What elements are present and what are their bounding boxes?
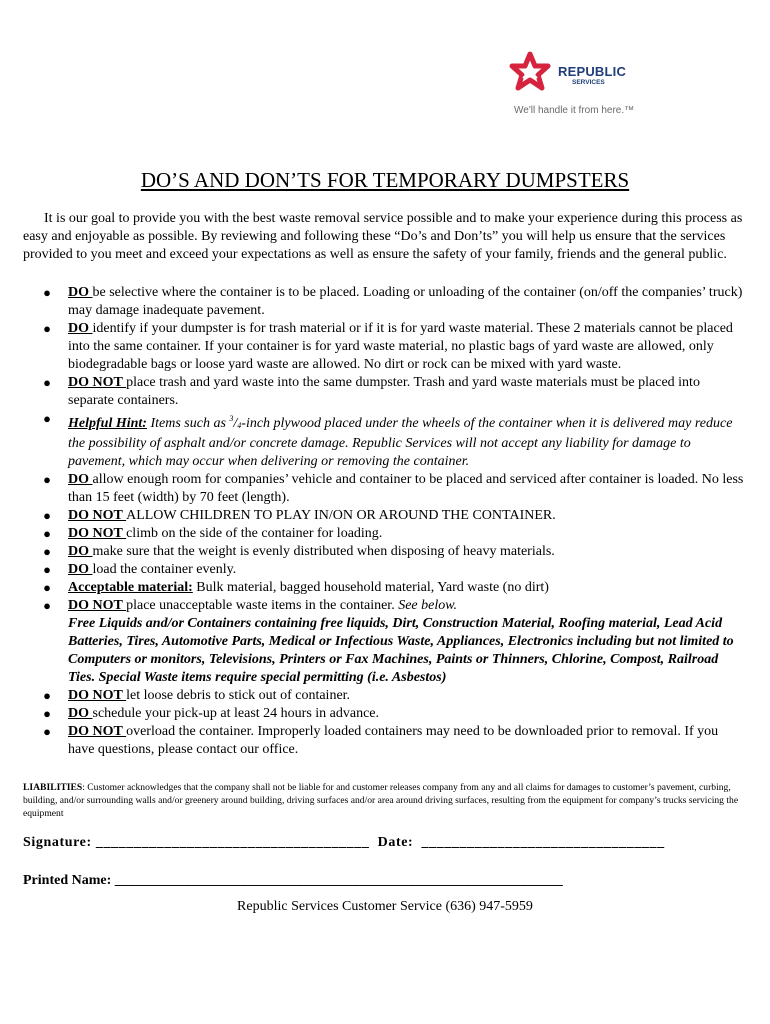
list-item (40, 543, 748, 561)
list-item (40, 525, 748, 543)
unacceptable-materials: Free Liquids and/or Containers containing free liquids, Dirt, Construction Material, Roofing material, Lead Acid Batteries, Tires, Automotive Parts, Medical or Infectious Waste, Appliances, Electronics including but not limited to Computers or monitors, Televisions, Printers or Fax Machines, Paints or Thinners, Chlorine, Compost, Railroad Ties. Special Waste items require special permitting (i.e. Asbestos) (68, 616, 734, 685)
bullet-icon: ● (43, 598, 51, 613)
item-lead: DO NOT (68, 375, 127, 390)
printed-name-label: Printed Name: (23, 873, 115, 888)
item-text: make sure that the weight is evenly distributed when disposing of heavy materials. (92, 544, 555, 559)
item-text: Bulk material, bagged household material, Yard waste (no dirt) (192, 580, 549, 595)
printed-name-row (23, 873, 563, 889)
bullet-icon: ● (43, 688, 51, 703)
item-text: ALLOW CHILDREN TO PLAY IN/ON OR AROUND THE CONTAINER. (126, 508, 556, 523)
item-lead: DO NOT (68, 598, 127, 613)
list-item (40, 374, 748, 410)
customer-service-footer: Republic Services Customer Service (636) 947-5959 (237, 899, 533, 914)
liabilities-clause (23, 781, 747, 820)
fraction-numerator: 3 (229, 414, 234, 423)
bullet-icon: ● (43, 411, 51, 426)
fraction-denominator: 4 (237, 421, 242, 430)
republic-star-icon (508, 50, 552, 94)
date-label: Date: (369, 835, 422, 850)
dos-donts-list (40, 284, 748, 759)
logo-name: REPUBLIC (558, 64, 627, 79)
item-lead: DO (68, 544, 93, 559)
item-text: load the container evenly. (92, 562, 237, 577)
item-lead: DO (68, 706, 93, 721)
bullet-icon: ● (43, 562, 51, 577)
item-lead: DO (68, 321, 93, 336)
item-text: let loose debris to stick out of container. (126, 688, 351, 703)
item-text: overload the container. Improperly loaded containers may need to be downloaded prior to removal. If you have questions, please contact our office. (68, 724, 719, 757)
item-lead: DO NOT (68, 508, 127, 523)
printed-name-field[interactable]: ________________________________________________________________ (114, 873, 563, 888)
list-item (40, 561, 748, 579)
item-lead: Acceptable material: (68, 580, 193, 595)
page-title: DO’S AND DON’TS FOR TEMPORARY DUMPSTERS (140, 168, 630, 192)
signature-label: Signature: (23, 835, 96, 850)
signature-field[interactable]: ____________________________________ (95, 835, 370, 850)
item-lead: DO (68, 562, 93, 577)
bullet-icon: ● (43, 526, 51, 541)
bullet-icon: ● (43, 285, 51, 300)
item-text: Items such as (146, 416, 230, 431)
signature-row (23, 835, 665, 851)
item-text: place unacceptable waste items in the container. (126, 598, 399, 613)
item-lead: DO NOT (68, 526, 127, 541)
item-text: be selective where the container is to be placed. Loading or unloading of the container (on/off the companies’ truck) may damage inadequate pavement. (68, 285, 743, 318)
bullet-icon: ● (43, 321, 51, 336)
item-lead: Helpful Hint: (68, 416, 147, 431)
list-item (40, 507, 748, 525)
item-lead: DO (68, 472, 93, 487)
republic-services-logo (508, 50, 648, 122)
bullet-icon: ● (43, 544, 51, 559)
logo-tagline: We'll handle it from here.™ (514, 105, 635, 116)
bullet-icon: ● (43, 580, 51, 595)
liabilities-label: LIABILITIES (23, 782, 83, 793)
intro-paragraph: It is our goal to provide you with the best waste removal service possible and to make your experience during this process as easy and enjoyable as possible. By reviewing and following these “Do’s and Don’ts” you will help us ensure that the services provided to you meet and exceed your expectations as well as ensure the safety of your family, friends and the general public. (23, 211, 743, 262)
bullet-icon: ● (43, 375, 51, 390)
list-item (40, 705, 748, 723)
item-text: -inch plywood placed under the wheels of the container when it is delivered may reduce the possibility of asphalt and/or concrete damage. Republic Services will not accept any liability for damage to pavement, which may occur when delivering or removing the container. (68, 416, 733, 469)
list-item (40, 320, 748, 374)
liabilities-text: : Customer acknowledges that the company shall not be liable for and customer releases company from any and all claims for damages to customer’s pavement, curbing, building, and/or surrounding walls and/or greenery around building, driving surfaces and/or area around driving surfaces, resulting from the equipment for company’s trucks servicing the equipment (23, 782, 739, 819)
item-text: climb on the side of the container for loading. (126, 526, 383, 541)
logo-sub: SERVICES (572, 79, 605, 86)
item-lead: DO NOT (68, 724, 127, 739)
bullet-icon: ● (43, 508, 51, 523)
bullet-icon: ● (43, 472, 51, 487)
date-field[interactable]: ________________________________ (421, 835, 665, 850)
bullet-icon: ● (43, 706, 51, 721)
list-item (40, 471, 748, 507)
list-item (40, 579, 748, 597)
list-item: ● Helpful Hint: Items such as $^3$/4-inch plywood placed under the wheels of the container when it is delivered may reduce the possibility of asphalt and/or concrete damage. Republic Services will not accept any liability for damage to pavement, which may occur when delivering or removing the container. (40, 410, 748, 471)
item-text: allow enough room for companies’ vehicle and container to be placed and serviced after container is loaded. No less than 15 feet (width) by 70 feet (length). (68, 472, 744, 505)
item-lead: DO NOT (68, 688, 127, 703)
list-item (40, 687, 748, 705)
item-text: schedule your pick-up at least 24 hours in advance. (92, 706, 380, 721)
list-item (40, 723, 748, 759)
item-lead: DO (68, 285, 93, 300)
list-item (40, 284, 748, 320)
see-below-note: See below. (398, 598, 458, 613)
item-text: identify if your dumpster is for trash material or if it is for yard waste material. These 2 materials cannot be placed into the same container. If your container is for yard waste material, no plastic bags of yard waste are allowed, only biodegradable bags or loose yard waste are allowed. No dirt or rock can be mixed with yard waste. (68, 321, 733, 372)
list-item (40, 597, 748, 687)
item-text: place trash and yard waste into the same dumpster. Trash and yard waste materials must be placed into separate containers. (68, 375, 700, 408)
bullet-icon: ● (43, 724, 51, 739)
